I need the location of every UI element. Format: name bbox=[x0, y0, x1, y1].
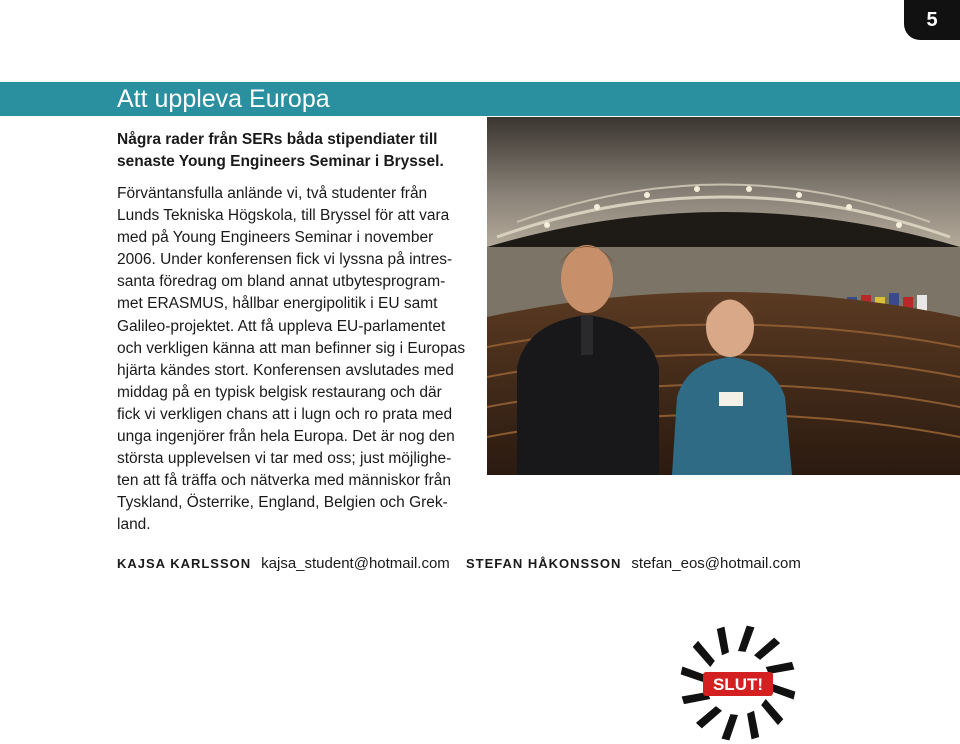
parliament-photo bbox=[487, 117, 960, 475]
body-line: unga ingenjörer från hela Europa. Det är nog den bbox=[117, 428, 455, 446]
body-line: Förväntansfulla anlände vi, två studenter från bbox=[117, 185, 428, 202]
body-line: hjärta kändes stort. Konferensen avslutades med bbox=[117, 361, 454, 379]
body-line: med på Young Engineers Seminar i november bbox=[117, 229, 434, 247]
body-line: land. bbox=[117, 516, 151, 534]
page-title: Att uppleva Europa bbox=[117, 85, 330, 113]
author-kajsa bbox=[117, 554, 450, 574]
author-stefan bbox=[466, 554, 801, 574]
body-line: middag på en typisk belgisk restaurang och där bbox=[117, 383, 442, 401]
lead-paragraph: Några rader från SERs båda stipendiater till senaste Young Engineers Seminar i Bryssel. bbox=[117, 131, 444, 170]
body-line: största upplevelsen vi tar med oss; just möjlighe- bbox=[117, 450, 452, 468]
logo-text: SLUT! bbox=[712, 675, 764, 694]
body-line: fick vi verkligen chans att i lugn och ro prata med bbox=[117, 405, 453, 423]
body-line: santa föredrag om bland annat utbytesprogram- bbox=[117, 273, 446, 291]
body-line: ten att få träffa och nätverka med människor från bbox=[117, 472, 451, 490]
body-line: Tyskland, Österrike, England, Belgien och Grek- bbox=[117, 494, 448, 512]
body-line: och verkligen känna att man befinner sig i Europas bbox=[117, 339, 466, 357]
author-email[interactable]: stefan_eos@hotmail.com bbox=[631, 555, 801, 572]
page-number-tab bbox=[904, 0, 960, 40]
body-line: met ERASMUS, hållbar energipolitik i EU samt bbox=[117, 295, 438, 313]
author-name: STEFAN HÅKONSSON bbox=[466, 556, 622, 571]
body-text bbox=[117, 183, 473, 537]
slut-logo bbox=[677, 622, 799, 744]
body-line: Lunds Tekniska Högskola, till Bryssel för att vara bbox=[117, 207, 450, 225]
body-line: Galileo-projektet. Att få uppleva EU-parlamentet bbox=[117, 317, 446, 335]
body-line: 2006. Under konferensen fick vi lyssna på intres- bbox=[117, 251, 453, 269]
author-name: KAJSA KARLSSON bbox=[117, 556, 252, 571]
page-number: 5 bbox=[926, 8, 938, 31]
author-email[interactable]: kajsa_student@hotmail.com bbox=[261, 555, 450, 572]
